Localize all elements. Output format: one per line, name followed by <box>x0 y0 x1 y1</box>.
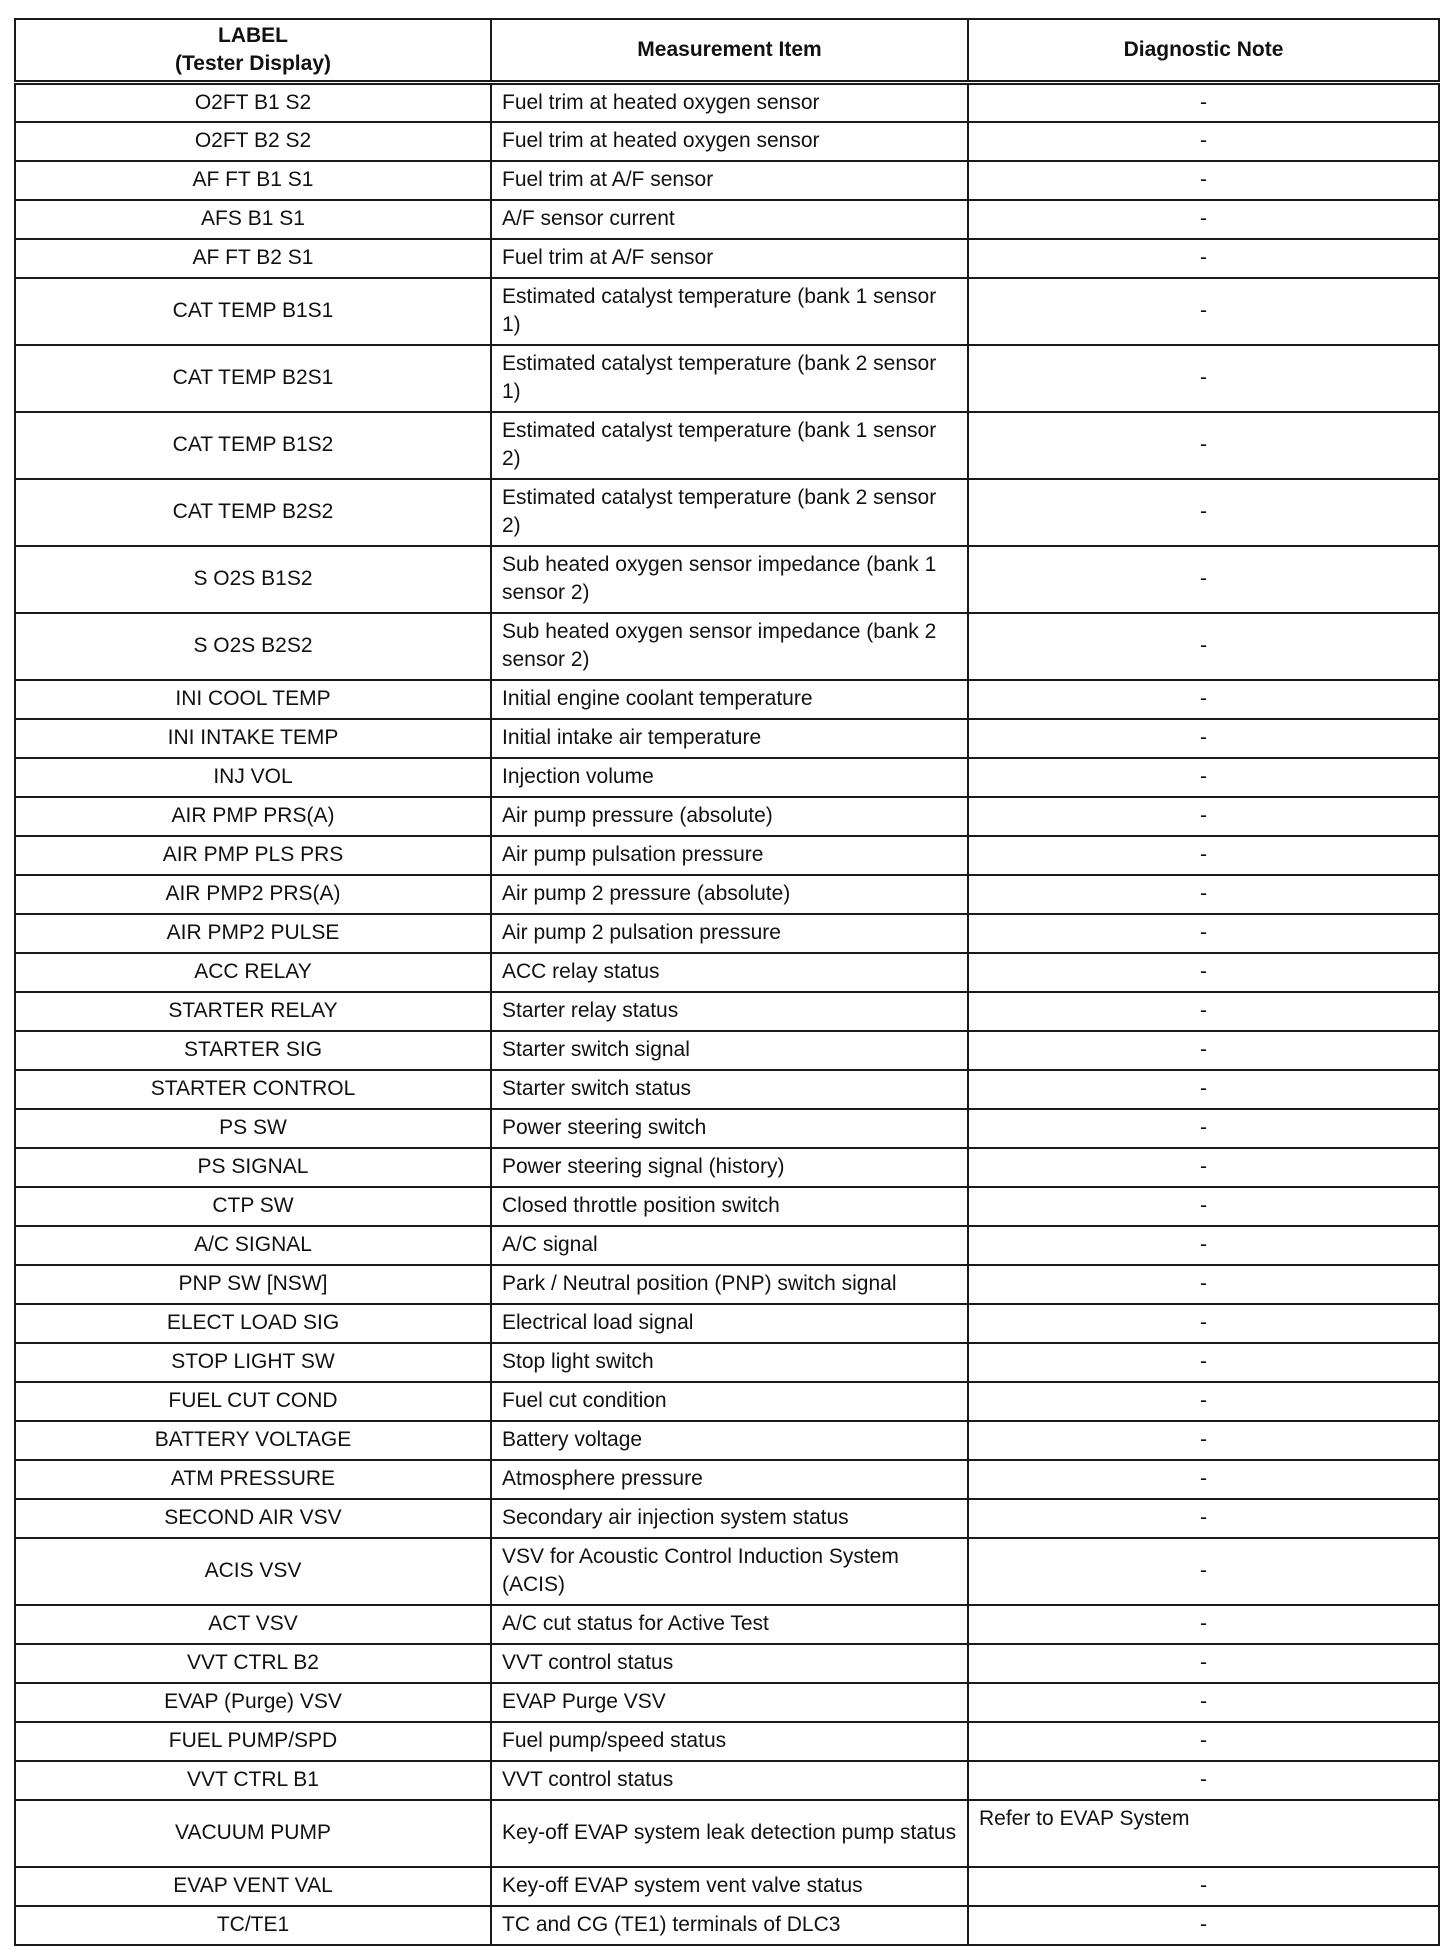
table-row <box>15 680 1439 719</box>
table-row <box>15 345 1439 412</box>
table-row <box>15 953 1439 992</box>
cell-measurement-item: Estimated catalyst temperature (bank 1 sensor 1) <box>491 278 968 345</box>
table-row <box>15 1722 1439 1761</box>
table-row <box>15 1304 1439 1343</box>
table-row <box>15 546 1439 613</box>
cell-label: ACT VSV <box>15 1605 491 1644</box>
table-row <box>15 83 1439 122</box>
table-row <box>15 122 1439 161</box>
cell-measurement-item: Sub heated oxygen sensor impedance (bank 2 sensor 2) <box>491 613 968 680</box>
cell-label: A/C SIGNAL <box>15 1226 491 1265</box>
cell-diagnostic-note: - <box>968 1070 1439 1109</box>
cell-measurement-item: Key-off EVAP system vent valve status <box>491 1867 968 1906</box>
cell-measurement-item: Battery voltage <box>491 1421 968 1460</box>
table-row <box>15 719 1439 758</box>
cell-label: ACC RELAY <box>15 953 491 992</box>
table-row <box>15 1226 1439 1265</box>
cell-label: O2FT B1 S2 <box>15 83 491 122</box>
cell-measurement-item: A/C signal <box>491 1226 968 1265</box>
cell-diagnostic-note: - <box>968 546 1439 613</box>
cell-measurement-item: Fuel trim at heated oxygen sensor <box>491 122 968 161</box>
cell-label: ATM PRESSURE <box>15 1460 491 1499</box>
cell-label: S O2S B1S2 <box>15 546 491 613</box>
cell-measurement-item: VVT control status <box>491 1761 968 1800</box>
table-row <box>15 1906 1439 1945</box>
header-diagnostic-note: Diagnostic Note <box>968 19 1439 83</box>
cell-label: STOP LIGHT SW <box>15 1343 491 1382</box>
cell-diagnostic-note: - <box>968 1722 1439 1761</box>
table-row <box>15 1605 1439 1644</box>
cell-diagnostic-note: - <box>968 613 1439 680</box>
cell-label: AF FT B2 S1 <box>15 239 491 278</box>
header-measurement-item: Measurement Item <box>491 19 968 83</box>
table-row <box>15 613 1439 680</box>
cell-label: PS SIGNAL <box>15 1148 491 1187</box>
cell-measurement-item: Secondary air injection system status <box>491 1499 968 1538</box>
table-row <box>15 239 1439 278</box>
cell-label: S O2S B2S2 <box>15 613 491 680</box>
cell-measurement-item: Fuel pump/speed status <box>491 1722 968 1761</box>
cell-measurement-item: VSV for Acoustic Control Induction System (ACIS) <box>491 1538 968 1605</box>
cell-diagnostic-note: - <box>968 200 1439 239</box>
cell-diagnostic-note: - <box>968 719 1439 758</box>
cell-measurement-item: Park / Neutral position (PNP) switch signal <box>491 1265 968 1304</box>
cell-diagnostic-note: - <box>968 1644 1439 1683</box>
cell-diagnostic-note: - <box>968 1683 1439 1722</box>
cell-measurement-item: Key-off EVAP system leak detection pump status <box>491 1800 968 1867</box>
cell-label: CTP SW <box>15 1187 491 1226</box>
cell-measurement-item: ACC relay status <box>491 953 968 992</box>
cell-measurement-item: Estimated catalyst temperature (bank 2 sensor 2) <box>491 479 968 546</box>
diagnostic-data-table <box>14 18 1440 1946</box>
cell-label: EVAP VENT VAL <box>15 1867 491 1906</box>
table-row <box>15 161 1439 200</box>
cell-diagnostic-note: - <box>968 1187 1439 1226</box>
table-row <box>15 278 1439 345</box>
cell-diagnostic-note: - <box>968 83 1439 122</box>
cell-measurement-item: Air pump 2 pressure (absolute) <box>491 875 968 914</box>
cell-measurement-item: Fuel trim at A/F sensor <box>491 161 968 200</box>
cell-label: INI INTAKE TEMP <box>15 719 491 758</box>
cell-diagnostic-note: - <box>968 479 1439 546</box>
cell-label: CAT TEMP B1S1 <box>15 278 491 345</box>
cell-diagnostic-note: - <box>968 1109 1439 1148</box>
cell-label: AFS B1 S1 <box>15 200 491 239</box>
table-row <box>15 1343 1439 1382</box>
cell-measurement-item: Fuel cut condition <box>491 1382 968 1421</box>
table-row <box>15 1109 1439 1148</box>
cell-measurement-item: Air pump 2 pulsation pressure <box>491 914 968 953</box>
cell-diagnostic-note: - <box>968 1867 1439 1906</box>
cell-measurement-item: Starter switch status <box>491 1070 968 1109</box>
table-row <box>15 1867 1439 1906</box>
table-row <box>15 992 1439 1031</box>
table-row <box>15 1761 1439 1800</box>
cell-diagnostic-note: - <box>968 875 1439 914</box>
table-row <box>15 479 1439 546</box>
table-row <box>15 1499 1439 1538</box>
cell-label: VVT CTRL B2 <box>15 1644 491 1683</box>
cell-diagnostic-note: - <box>968 1460 1439 1499</box>
cell-diagnostic-note: - <box>968 1421 1439 1460</box>
cell-diagnostic-note: - <box>968 122 1439 161</box>
table-row <box>15 1148 1439 1187</box>
cell-measurement-item: Fuel trim at heated oxygen sensor <box>491 83 968 122</box>
cell-diagnostic-note: - <box>968 1605 1439 1644</box>
cell-diagnostic-note: - <box>968 1343 1439 1382</box>
table-row <box>15 1265 1439 1304</box>
cell-diagnostic-note: - <box>968 836 1439 875</box>
cell-measurement-item: EVAP Purge VSV <box>491 1683 968 1722</box>
header-label-line1: LABEL <box>218 24 288 47</box>
table-row <box>15 1800 1439 1867</box>
cell-measurement-item: Starter relay status <box>491 992 968 1031</box>
cell-diagnostic-note: - <box>968 1761 1439 1800</box>
table-row <box>15 758 1439 797</box>
cell-diagnostic-note: - <box>968 1031 1439 1070</box>
cell-diagnostic-note: - <box>968 758 1439 797</box>
cell-measurement-item: A/C cut status for Active Test <box>491 1605 968 1644</box>
table-row <box>15 200 1439 239</box>
cell-measurement-item: TC and CG (TE1) terminals of DLC3 <box>491 1906 968 1945</box>
table-row <box>15 1070 1439 1109</box>
cell-measurement-item: Air pump pulsation pressure <box>491 836 968 875</box>
header-label-line2: (Tester Display) <box>175 52 331 75</box>
cell-diagnostic-note: - <box>968 992 1439 1031</box>
table-row <box>15 914 1439 953</box>
table-row <box>15 1031 1439 1070</box>
cell-label: STARTER CONTROL <box>15 1070 491 1109</box>
table-row <box>15 797 1439 836</box>
cell-diagnostic-note: - <box>968 1226 1439 1265</box>
cell-diagnostic-note: - <box>968 1538 1439 1605</box>
cell-diagnostic-note: - <box>968 680 1439 719</box>
cell-diagnostic-note: - <box>968 1304 1439 1343</box>
cell-measurement-item: Power steering switch <box>491 1109 968 1148</box>
cell-measurement-item: Starter switch signal <box>491 1031 968 1070</box>
cell-label: ACIS VSV <box>15 1538 491 1605</box>
table-row <box>15 1538 1439 1605</box>
cell-measurement-item: Estimated catalyst temperature (bank 2 sensor 1) <box>491 345 968 412</box>
cell-diagnostic-note: - <box>968 345 1439 412</box>
cell-label: VVT CTRL B1 <box>15 1761 491 1800</box>
cell-label: EVAP (Purge) VSV <box>15 1683 491 1722</box>
cell-diagnostic-note: - <box>968 1906 1439 1945</box>
cell-diagnostic-note: - <box>968 1382 1439 1421</box>
table-row <box>15 412 1439 479</box>
cell-diagnostic-note: - <box>968 239 1439 278</box>
cell-diagnostic-note: - <box>968 278 1439 345</box>
cell-label: STARTER SIG <box>15 1031 491 1070</box>
cell-label: FUEL PUMP/SPD <box>15 1722 491 1761</box>
cell-diagnostic-note: - <box>968 412 1439 479</box>
cell-diagnostic-note: - <box>968 1499 1439 1538</box>
cell-label: TC/TE1 <box>15 1906 491 1945</box>
cell-label: O2FT B2 S2 <box>15 122 491 161</box>
cell-label: STARTER RELAY <box>15 992 491 1031</box>
table-row <box>15 1421 1439 1460</box>
cell-label: AIR PMP2 PULSE <box>15 914 491 953</box>
cell-label: INJ VOL <box>15 758 491 797</box>
cell-measurement-item: A/F sensor current <box>491 200 968 239</box>
table-row <box>15 875 1439 914</box>
cell-label: INI COOL TEMP <box>15 680 491 719</box>
cell-label: SECOND AIR VSV <box>15 1499 491 1538</box>
cell-label: CAT TEMP B2S1 <box>15 345 491 412</box>
cell-measurement-item: Fuel trim at A/F sensor <box>491 239 968 278</box>
cell-measurement-item: Electrical load signal <box>491 1304 968 1343</box>
cell-label: FUEL CUT COND <box>15 1382 491 1421</box>
cell-label: CAT TEMP B2S2 <box>15 479 491 546</box>
cell-measurement-item: Estimated catalyst temperature (bank 1 sensor 2) <box>491 412 968 479</box>
cell-label: AIR PMP PLS PRS <box>15 836 491 875</box>
cell-label: AF FT B1 S1 <box>15 161 491 200</box>
cell-diagnostic-note: - <box>968 797 1439 836</box>
table-row <box>15 1460 1439 1499</box>
cell-label: BATTERY VOLTAGE <box>15 1421 491 1460</box>
cell-label: AIR PMP PRS(A) <box>15 797 491 836</box>
table-row <box>15 1187 1439 1226</box>
cell-diagnostic-note: - <box>968 953 1439 992</box>
table-row <box>15 836 1439 875</box>
cell-measurement-item: Atmosphere pressure <box>491 1460 968 1499</box>
cell-label: PS SW <box>15 1109 491 1148</box>
table-row <box>15 1644 1439 1683</box>
cell-label: AIR PMP2 PRS(A) <box>15 875 491 914</box>
cell-measurement-item: Air pump pressure (absolute) <box>491 797 968 836</box>
cell-label: VACUUM PUMP <box>15 1800 491 1867</box>
cell-measurement-item: Power steering signal (history) <box>491 1148 968 1187</box>
cell-measurement-item: Initial intake air temperature <box>491 719 968 758</box>
cell-diagnostic-note: - <box>968 161 1439 200</box>
cell-diagnostic-note: - <box>968 914 1439 953</box>
cell-label: PNP SW [NSW] <box>15 1265 491 1304</box>
cell-measurement-item: VVT control status <box>491 1644 968 1683</box>
header-label <box>15 19 491 83</box>
cell-measurement-item: Stop light switch <box>491 1343 968 1382</box>
table-row <box>15 1382 1439 1421</box>
cell-diagnostic-note: - <box>968 1148 1439 1187</box>
table-header-row <box>15 19 1439 83</box>
cell-diagnostic-note: - <box>968 1265 1439 1304</box>
cell-measurement-item: Initial engine coolant temperature <box>491 680 968 719</box>
cell-label: CAT TEMP B1S2 <box>15 412 491 479</box>
cell-diagnostic-note: Refer to EVAP System <box>968 1800 1439 1867</box>
cell-measurement-item: Closed throttle position switch <box>491 1187 968 1226</box>
cell-measurement-item: Injection volume <box>491 758 968 797</box>
table-row <box>15 1683 1439 1722</box>
cell-label: ELECT LOAD SIG <box>15 1304 491 1343</box>
cell-measurement-item: Sub heated oxygen sensor impedance (bank 1 sensor 2) <box>491 546 968 613</box>
